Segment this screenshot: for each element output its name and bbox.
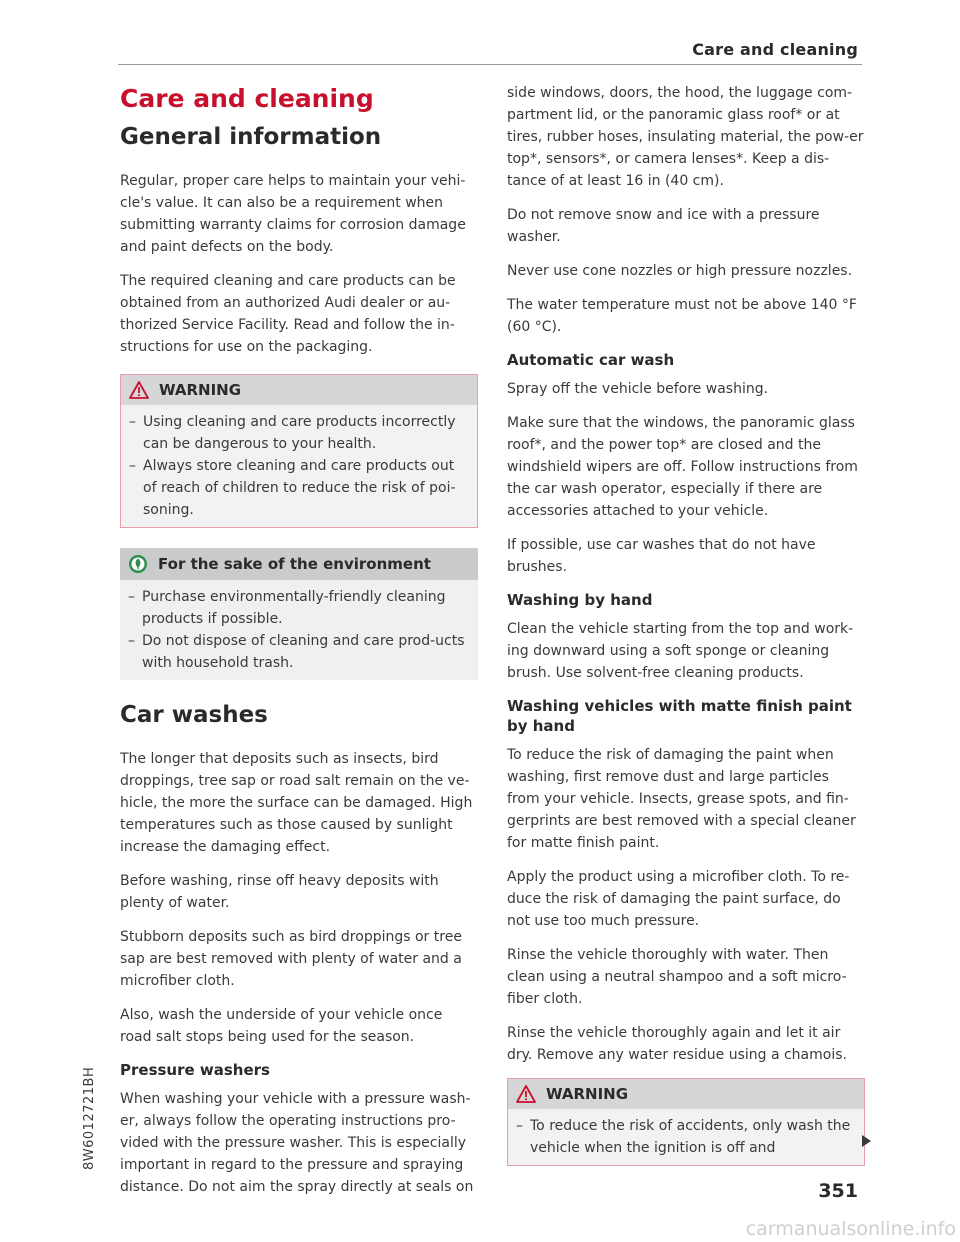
- watermark: carmanualsonline.info: [745, 1218, 956, 1240]
- warning-box-body: [508, 1109, 864, 1165]
- environment-title: For the sake of the environment: [158, 555, 431, 573]
- paragraph: If possible, use car washes that do not have brushes.: [507, 537, 816, 575]
- warning-box-body: [121, 405, 477, 527]
- environment-box: [120, 548, 478, 680]
- paragraph: Stubborn deposits such as bird droppings or tree sap are best removed with plenty of water and a microfiber cloth.: [120, 929, 462, 989]
- warning-triangle-icon: [129, 381, 149, 399]
- paragraph: Rinse the vehicle thoroughly again and let it air dry. Remove any water residue using a chamois.: [507, 1025, 847, 1063]
- page-number: 351: [818, 1180, 858, 1202]
- document-code: 8W6012721BH: [82, 1066, 97, 1170]
- paragraph: Rinse the vehicle thoroughly with water. Then clean using a neutral shampoo and a soft micro-fiber cloth.: [507, 947, 847, 1007]
- paragraph: Clean the vehicle starting from the top and work-ing downward using a soft sponge or cleaning brush. Use solvent-free cleaning products.: [507, 621, 854, 681]
- warning-box-header: [508, 1079, 864, 1109]
- warning-triangle-icon: [516, 1085, 536, 1103]
- paragraph: The required cleaning and care products can be obtained from an authorized Audi dealer or au-thorized Service Facility. Read and follow the in-structions for use on the packaging.: [120, 273, 456, 355]
- warning-box: [120, 374, 478, 528]
- warning-box-header: [121, 375, 477, 405]
- header-rule: [118, 64, 862, 65]
- subheading-automatic-car-wash: Automatic car wash: [507, 351, 675, 369]
- paragraph: Do not remove snow and ice with a pressure washer.: [507, 207, 820, 245]
- list-item: – Using cleaning and care products incorrectly can be dangerous to your health.: [129, 414, 456, 452]
- chapter-title: Care and cleaning: [120, 84, 374, 113]
- environment-box-header: [120, 548, 478, 580]
- subheading-matte-finish: Washing vehicles with matte finish paint by hand: [507, 697, 852, 735]
- right-column: [507, 82, 865, 1186]
- leaf-circle-icon: [128, 554, 148, 574]
- section-title-car-washes: Car washes: [120, 702, 268, 728]
- paragraph: Apply the product using a microfiber cloth. To re-duce the risk of damaging the paint surface, do not use too much pressure.: [507, 869, 850, 929]
- list-item: – Purchase environmentally-friendly cleaning products if possible.: [128, 589, 446, 627]
- paragraph: To reduce the risk of damaging the paint when washing, first remove dust and large particles from your vehicle. Insects, grease spots, and fin-gerprints are best removed with a special cleaner for matte finish paint.: [507, 747, 856, 851]
- section-title-general: General information: [120, 124, 382, 150]
- paragraph: The longer that deposits such as insects, bird droppings, tree sap or road salt remain on the ve-hicle, the more the surface can be damaged. High temperatures such as those caused by sunlight increase the damaging effect.: [120, 751, 473, 855]
- paragraph: When washing your vehicle with a pressure wash-er, always follow the operating instructions pro-vided with the pressure washer. This is especially important in regard to the pressure and spraying distance. Do not aim the spray directly at seals on: [120, 1091, 474, 1195]
- paragraph: Before washing, rinse off heavy deposits with plenty of water.: [120, 873, 439, 911]
- list-item: – To reduce the risk of accidents, only wash the vehicle when the ignition is off and: [516, 1118, 851, 1156]
- paragraph: Regular, proper care helps to maintain your vehi-cle's value. It can also be a requirement when submitting warranty claims for corrosion damage and paint defects on the body.: [120, 173, 466, 255]
- list-item: – Always store cleaning and care products out of reach of children to reduce the risk of poi-soning.: [129, 458, 456, 518]
- subheading-washing-by-hand: Washing by hand: [507, 591, 653, 609]
- paragraph: Make sure that the windows, the panoramic glass roof*, and the power top* are closed and the windshield wipers are off. Follow instructions from the car wash operator, especially if there are accessories attached to your vehicle.: [507, 415, 858, 519]
- play-arrow-icon: [862, 1135, 871, 1147]
- left-column: [120, 84, 478, 1210]
- list-item: – Do not dispose of cleaning and care prod-ucts with household trash.: [128, 633, 465, 671]
- paragraph: Also, wash the underside of your vehicle once road salt stops being used for the season.: [120, 1007, 443, 1045]
- paragraph: The water temperature must not be above 140 °F (60 °C).: [507, 297, 857, 335]
- warning-title: WARNING: [546, 1085, 629, 1103]
- running-head: Care and cleaning: [692, 40, 858, 59]
- warning-title: WARNING: [159, 381, 242, 399]
- paragraph: side windows, doors, the hood, the luggage com-partment lid, or the panoramic glass roof* or at tires, rubber hoses, insulating material, the pow-er top*, sensors*, or camera lenses*. Keep a dis-tance of at least 16 in (40 cm).: [507, 85, 864, 189]
- environment-box-body: [120, 580, 478, 680]
- warning-box: [507, 1078, 865, 1166]
- subheading-pressure-washers: Pressure washers: [120, 1061, 270, 1079]
- paragraph: Never use cone nozzles or high pressure nozzles.: [507, 263, 853, 279]
- paragraph: Spray off the vehicle before washing.: [507, 381, 769, 397]
